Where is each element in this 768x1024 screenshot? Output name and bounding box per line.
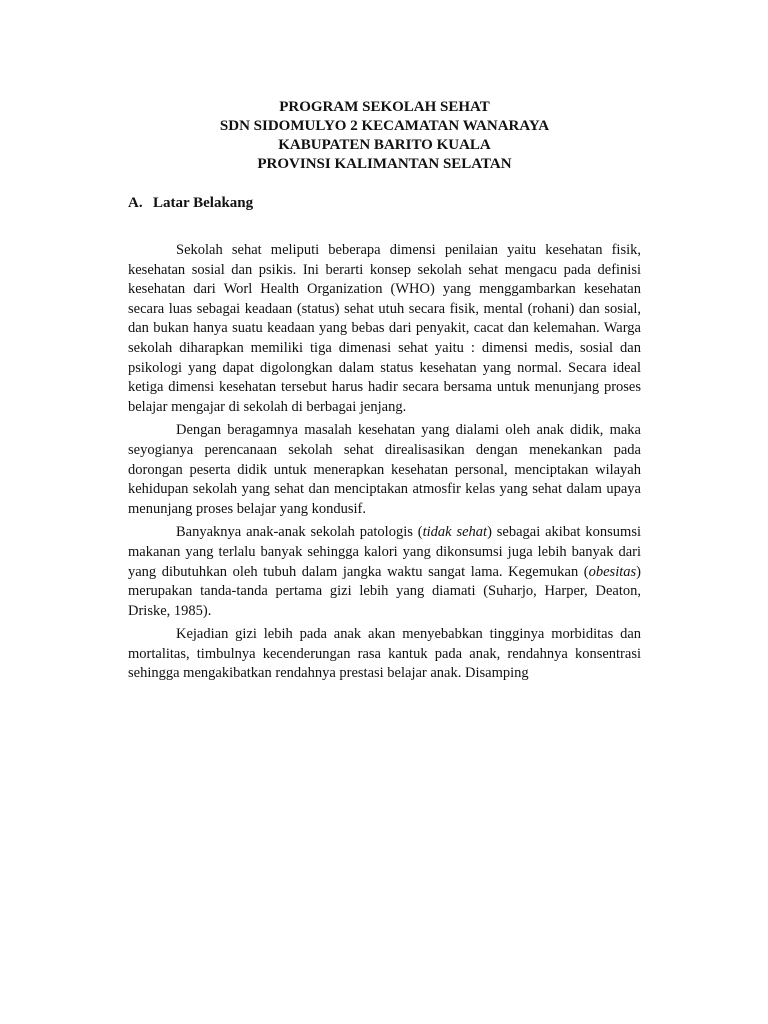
document-page — [128, 98, 641, 688]
paragraph-3-part-1: Banyaknya anak-anak sekolah patologis ( — [176, 524, 423, 541]
section-heading — [128, 194, 641, 213]
title-line-regency: KABUPATEN BARITO KUALA — [278, 137, 491, 153]
paragraph-3 — [128, 523, 641, 621]
paragraph-3-part-3: ) merupakan tanda-tanda pertama gizi lebih yang diamati (Suharjo, Harper, Deaton, Driske, 1985). — [128, 563, 641, 619]
paragraph-3-italic-2: obesitas — [588, 563, 637, 580]
document-title — [128, 98, 641, 174]
title-line-province: PROVINSI KALIMANTAN SELATAN — [257, 156, 512, 172]
title-line-program: PROGRAM SEKOLAH SEHAT — [279, 99, 490, 115]
section-number: A. — [128, 195, 143, 211]
paragraph-1: Sekolah sehat meliputi beberapa dimensi penilaian yaitu kesehatan fisik, kesehatan sosial dan psikis. Ini berarti konsep sekolah sehat mengacu pada definisi kesehatan dari Worl Health Organization (WHO) yang menggambarkan kesehatan secara luas sebagai keadaan (status) sehat utuh secara fisik, mental (rohani) dan sosial, dan bukan hanya suatu keadaan yang bebas dari penyakit, cacat dan kelemahan. Warga sekolah diharapkan memiliki tiga dimenasi sehat yaitu : dimensi medis, sosial dan psikologi yang dapat digolongkan dalam status kesehatan yang normal. Secara ideal ketiga dimensi kesehatan tersebut harus hadir secara bersama untuk menunjang proses belajar mengajar di sekolah di berbagai jenjang. — [128, 242, 641, 415]
section-title: Latar Belakang — [153, 195, 254, 211]
title-line-school: SDN SIDOMULYO 2 KECAMATAN WANARAYA — [219, 118, 550, 134]
paragraph-2: Dengan beragamnya masalah kesehatan yang dialami oleh anak didik, maka seyogianya perencanaan sekolah sehat direalisasikan dengan menekankan pada dorongan peserta didik untuk menerapkan kesehatan personal, menciptakan wilayah kehidupan sekolah yang sehat dan menciptakan atmosfir kelas yang sehat dalam upaya menunjang proses belajar yang kondusif. — [128, 422, 641, 517]
paragraph-3-italic-1: tidak sehat — [422, 524, 488, 541]
paragraph-3-part-2: ) sebagai akibat konsumsi makanan yang terlalu banyak sehingga kalori yang dikonsumsi juga lebih banyak dari yang dibutuhkan oleh tubuh dalam jangka waktu sangat lama. Kegemukan ( — [128, 524, 641, 580]
paragraph-4: Kejadian gizi lebih pada anak akan menyebabkan tingginya morbiditas dan mortalitas, timbulnya kecenderungan rasa kantuk pada anak, rendahnya konsentrasi sehingga mengakibatkan rendahnya prestasi belajar anak. Disamping — [128, 626, 641, 682]
section-body — [128, 241, 641, 684]
